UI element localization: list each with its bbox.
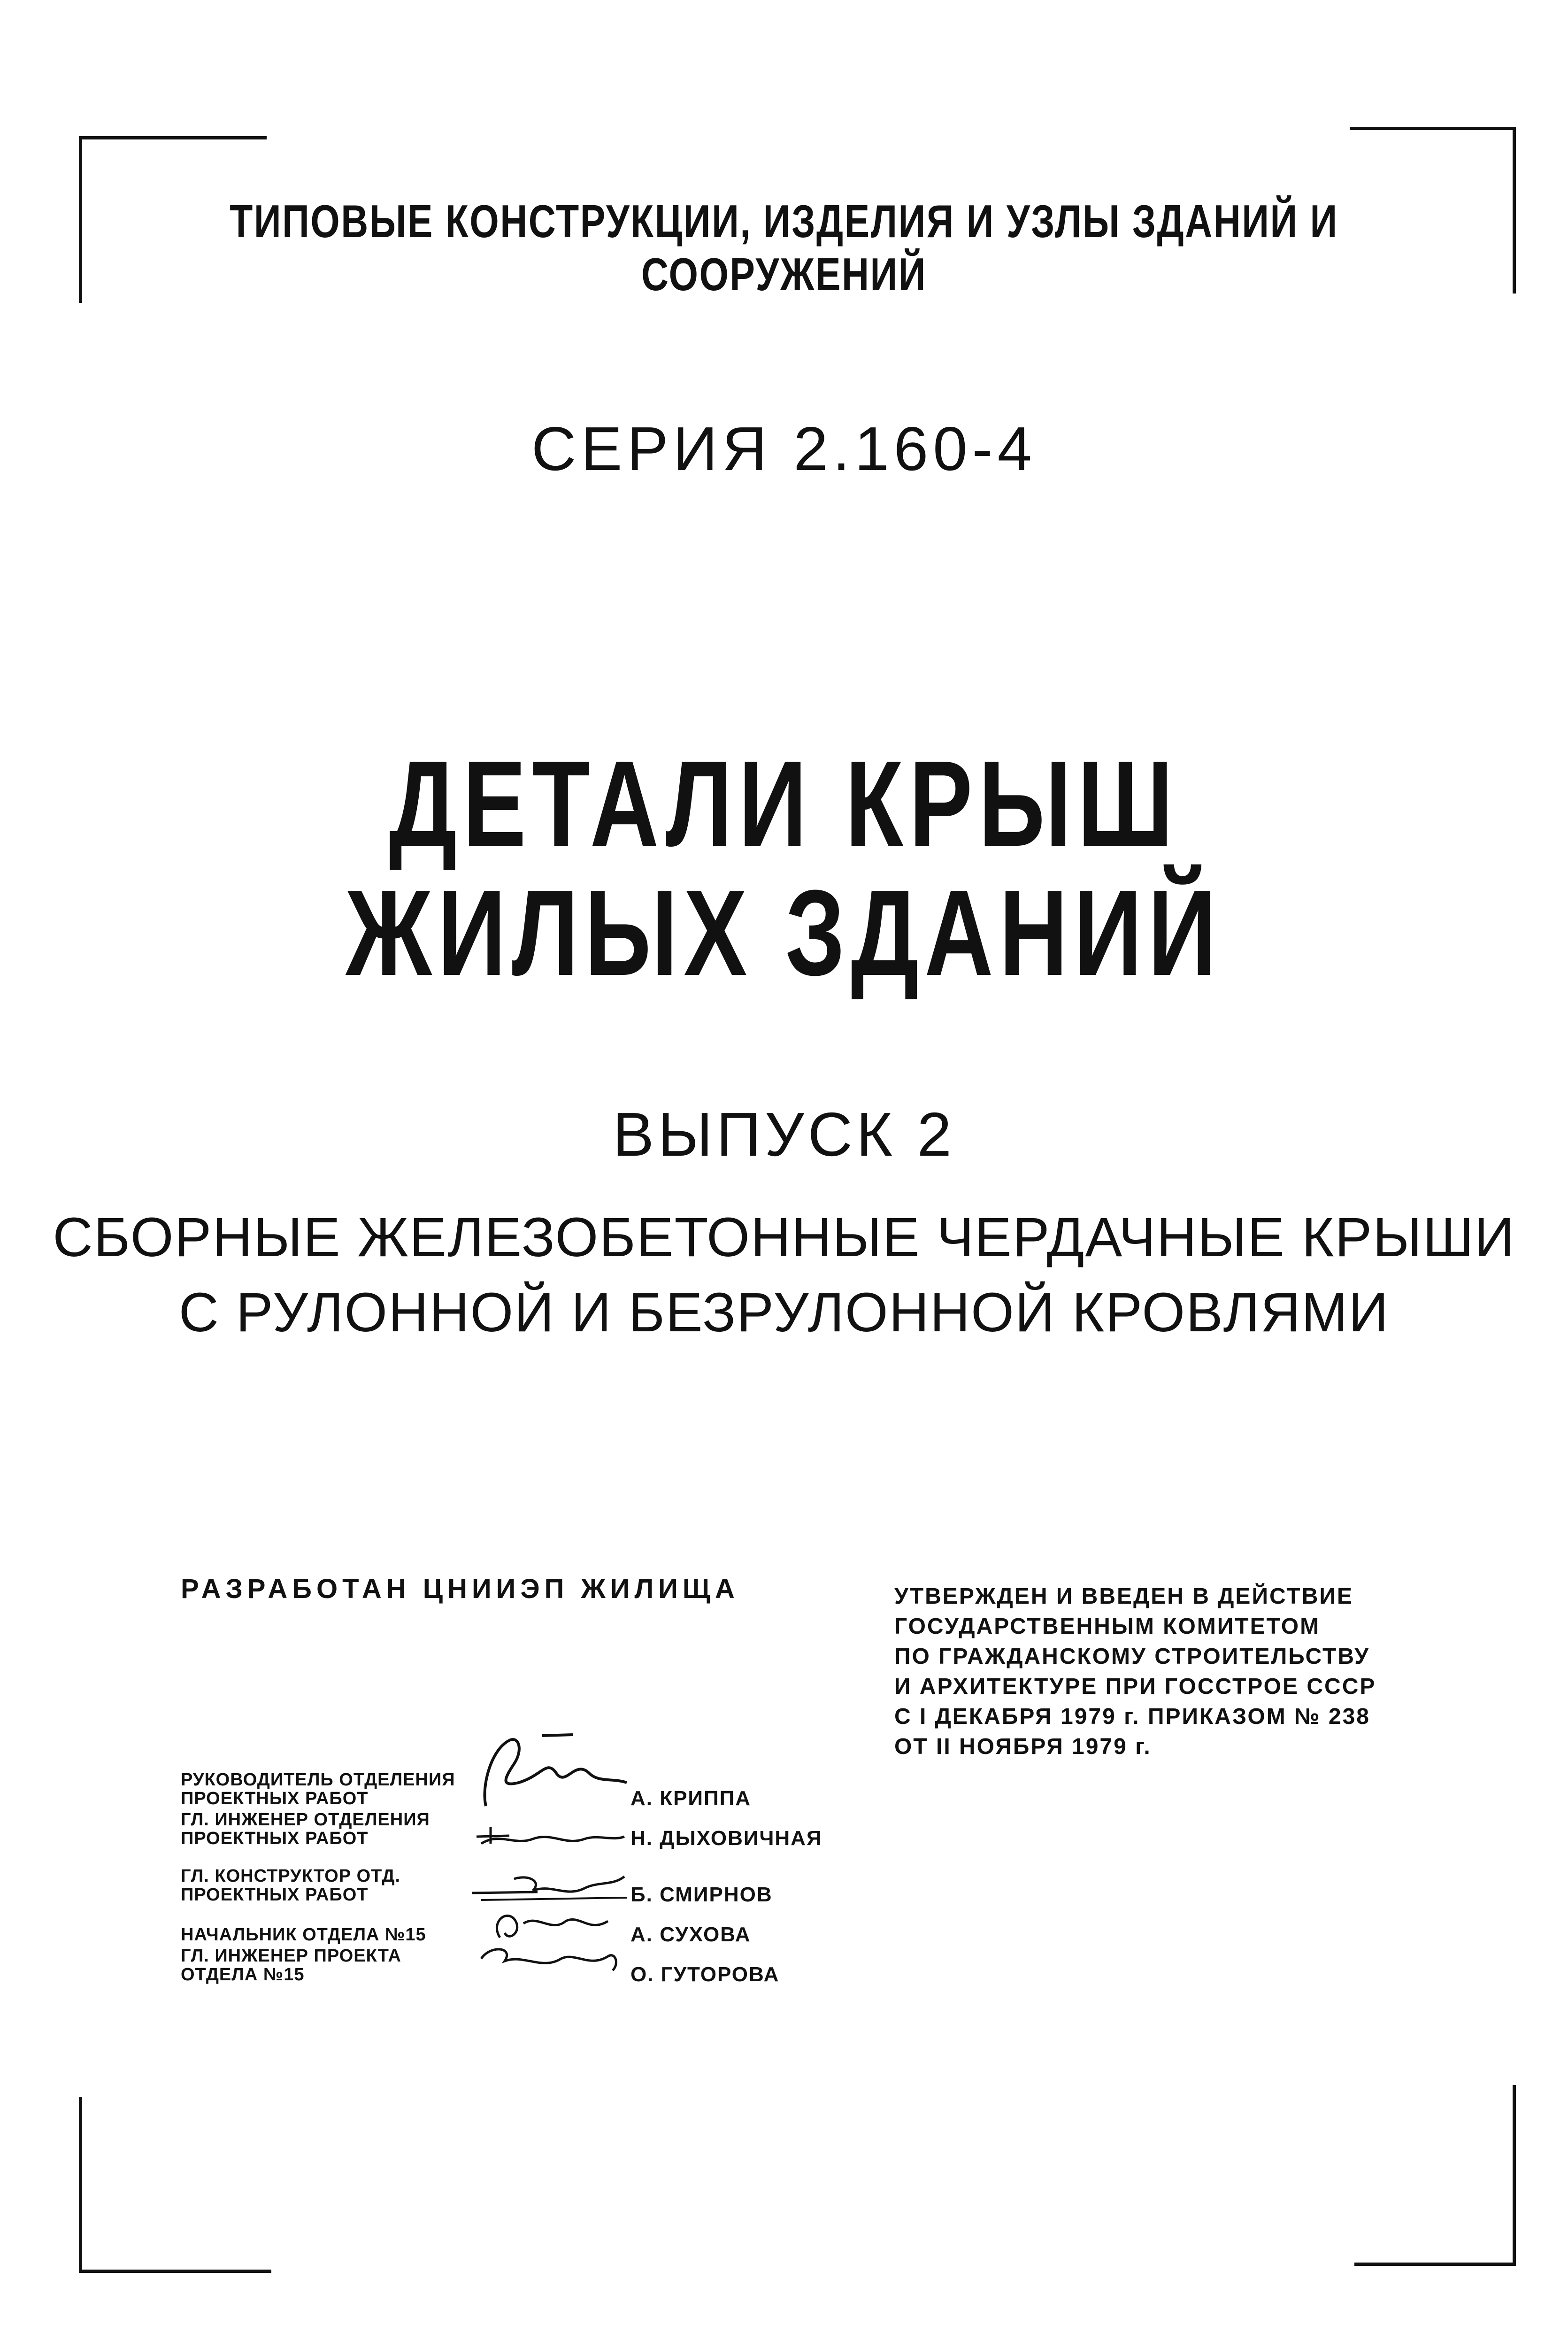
signature-image xyxy=(472,1818,627,1851)
staff-role-line-2: ОТДЕЛА №15 xyxy=(181,1965,305,1985)
developer: РАЗРАБОТАН ЦНИИЭП ЖИЛИЩА xyxy=(181,1574,739,1604)
corner-mark-top-right-v xyxy=(1513,127,1516,294)
staff-role xyxy=(181,1770,472,1808)
staff-row xyxy=(181,1946,838,1984)
corner-mark-top-left-v xyxy=(79,136,82,303)
staff-role-line-1: ГЛ. ИНЖЕНЕР ОТДЕЛЕНИЯ xyxy=(181,1810,430,1830)
corner-mark-top-right-h xyxy=(1350,127,1516,130)
main-title-line-2: ЖИЛЫХ ЗДАНИЙ xyxy=(346,865,1222,1001)
staff-role xyxy=(181,1925,472,1944)
series-number: СЕРИЯ 2.160-4 xyxy=(531,414,1037,483)
subtitle xyxy=(0,1200,1568,1350)
staff-name: А. КРИППА xyxy=(630,1787,752,1810)
approval-line: С I ДЕКАБРЯ 1979 г. ПРИКАЗОМ № 238 xyxy=(894,1704,1370,1729)
corner-mark-bottom-right-h xyxy=(1354,2263,1516,2266)
staff-name: А. СУХОВА xyxy=(630,1923,751,1946)
staff-row xyxy=(181,1867,838,1904)
corner-mark-top-left-h xyxy=(79,136,267,139)
staff-row xyxy=(181,1810,838,1848)
approval-line: ПО ГРАЖДАНСКОМУ СТРОИТЕЛЬСТВУ xyxy=(894,1644,1370,1669)
signature-image xyxy=(472,1940,627,1987)
approval-line: И АРХИТЕКТУРЕ ПРИ ГОССТРОЕ СССР xyxy=(894,1674,1376,1699)
staff-role-line-2: ПРОЕКТНЫХ РАБОТ xyxy=(181,1885,369,1905)
staff-name: О. ГУТОРОВА xyxy=(630,1963,780,1986)
staff-role-line-2: ПРОЕКТНЫХ РАБОТ xyxy=(181,1789,369,1808)
staff-role-line-2: НАЧАЛЬНИК ОТДЕЛА №15 xyxy=(181,1925,426,1945)
staff-role-line-2: ПРОЕКТНЫХ РАБОТ xyxy=(181,1829,369,1848)
staff-name: Н. ДЫХОВИЧНАЯ xyxy=(630,1827,822,1850)
staff-role xyxy=(181,1946,472,1984)
main-title-line-1: ДЕТАЛИ КРЫШ xyxy=(389,736,1179,872)
corner-mark-bottom-left-v xyxy=(79,2097,82,2273)
signature-image xyxy=(472,1865,627,1907)
approval-block xyxy=(894,1582,1376,1762)
subtitle-line-1: СБОРНЫЕ ЖЕЛЕЗОБЕТОННЫЕ ЧЕРДАЧНЫЕ КРЫШИ xyxy=(53,1206,1515,1268)
approval-line: УТВЕРЖДЕН И ВВЕДЕН В ДЕЙСТВИЕ xyxy=(894,1584,1353,1609)
staff-role-line-1: ГЛ. КОНСТРУКТОР ОТД. xyxy=(181,1866,401,1886)
staff-role-line-1: ГЛ. ИНЖЕНЕР ПРОЕКТА xyxy=(181,1946,401,1966)
main-title xyxy=(172,736,1395,1001)
staff-role xyxy=(181,1867,472,1904)
staff-role-line-1: РУКОВОДИТЕЛЬ ОТДЕЛЕНИЯ xyxy=(181,1770,455,1790)
signature-image xyxy=(472,1731,627,1811)
staff-row xyxy=(181,1770,838,1808)
header-title: ТИПОВЫЕ КОНСТРУКЦИИ, ИЗДЕЛИЯ И УЗЛЫ ЗДАНИЙ И СООРУЖЕНИЙ xyxy=(230,195,1338,300)
issue-number: ВЫПУСК 2 xyxy=(613,1100,955,1169)
corner-mark-bottom-left-h xyxy=(79,2270,271,2273)
staff-row xyxy=(181,1907,838,1944)
subtitle-line-2: С РУЛОННОЙ И БЕЗРУЛОННОЙ КРОВЛЯМИ xyxy=(178,1282,1390,1344)
staff-name: Б. СМИРНОВ xyxy=(630,1883,773,1906)
corner-mark-bottom-right-v xyxy=(1513,2085,1516,2266)
approval-line: ГОСУДАРСТВЕННЫМ КОМИТЕТОМ xyxy=(894,1614,1321,1639)
staff-role xyxy=(181,1810,472,1848)
approval-line: ОТ II НОЯБРЯ 1979 г. xyxy=(894,1734,1152,1759)
